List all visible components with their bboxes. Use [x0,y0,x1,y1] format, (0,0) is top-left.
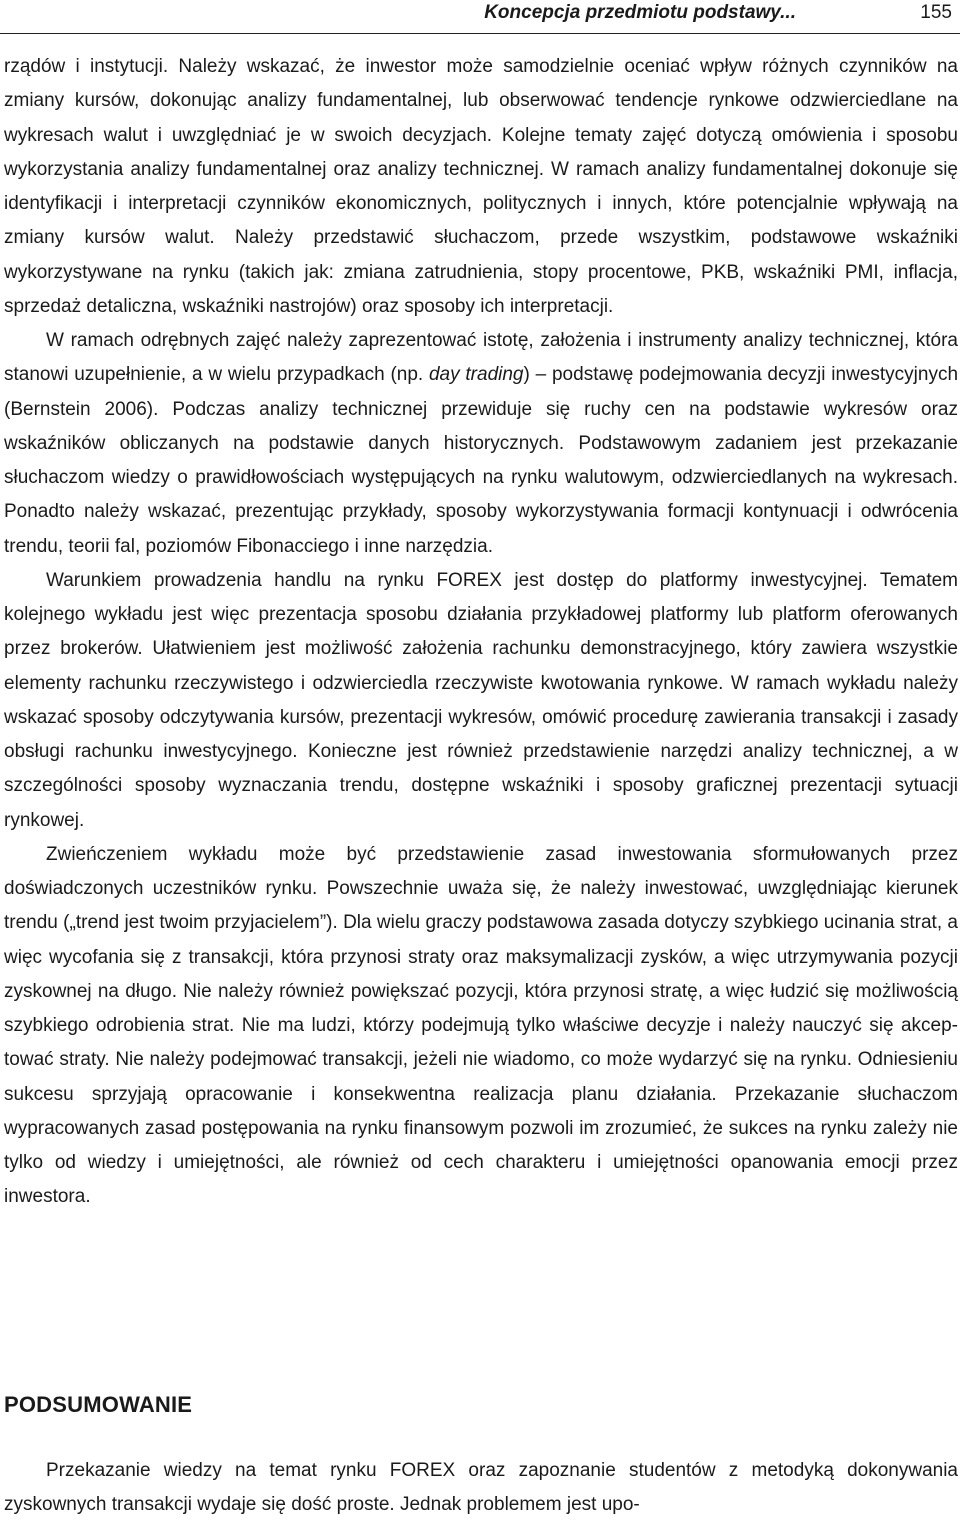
paragraph-2 [4,324,958,564]
body-text [4,50,958,1215]
paragraph-2-part-2: ) – podstawę podejmowania decyzji inwestycyjnych (Bernstein 2006). Podczas analizy technicznej przewiduje się ruchy cen na podstawie wykresów oraz wskaźników obliczanych na podstawie danych historycznych. Podstawowym zadaniem jest przekazanie słuchaczom wiedzy o prawidłowościach występujących na rynku walutowym, odzwierciedlanych na wykresach. Ponadto należy wskazać, prezentując przykłady, sposoby wykorzystywania formacji kontynuacji i odwrócenia trendu, teorii fal, poziomów Fibonacciego i inne narzędzia. [4,364,959,557]
section-heading: PODSUMOWANIE [4,1392,193,1417]
summary-text [4,1454,958,1523]
running-header [0,0,960,34]
header-title: Koncepcja przedmiotu podstawy... [484,2,796,23]
paragraph-1: rządów i instytucji. Należy wskazać, że inwestor może samodzielnie oceniać wpływ różnych czynników na zmiany kursów, dokonując analizy fundamentalnej, lub obserwować tendencje rynkowe odzwierciedlane na wykresach walut i uwzględniać je w swoich decyzjach. Kolejne tematy zajęć dotyczą omówienia i sposobu wykorzystania analizy fundamentalnej oraz analizy technicznej. W ramach analizy fundamentalnej dokonuje się identyfikacji i interpretacji czynników ekonomicznych, politycznych i innych, które potencjalnie wpływają na zmiany kursów walut. Należy przedstawić słuchaczom, przede wszystkim, podstawowe wskaźniki wykorzystywane na rynku (takich jak: zmiana zatrudnienia, stopy procentowe, PKB, wskaźniki PMI, inflacja, sprzedaż detaliczna, wskaźniki nastrojów) oraz sposoby ich interpretacji. [4,56,958,317]
paragraph-4: Zwieńczeniem wykładu może być przedstawienie zasad inwestowania sformułowanych przez doświadczonych uczestników rynku. Powszechnie uważa się, że należy inwestować, uwzględniając kierunek trendu („trend jest twoim przyjacielem”). Dla wielu graczy podstawowa zasada dotyczy szybkiego ucinania strat, a więc wycofania się z transakcji, która przynosi straty oraz maksymalizacji zysków, a więc utrzymywania pozycji zyskownej na długo. Nie należy również powiększać pozycji, która przynosi stratę, a więc łudzić się możliwością szybkiego odrobienia strat. Nie ma ludzi, którzy podejmują tylko właściwe decyzje i należy nauczyć się akceptować straty. Nie należy podejmować transakcji, jeżeli nie wiadomo, co może wydarzyć się na rynku. Odniesieniu sukcesu sprzyjają opracowanie i konsekwentna realizacja planu działania. Przekazanie słuchaczom wypracowanych zasad postępowania na rynku finansowym pozwoli im zrozumieć, że sukces na rynku zależy nie tylko od wiedzy i umiejętności, ale również od cech charakteru i umiejętności opanowania emocji przez inwestora. [4,843,958,1208]
paragraph-3: Warunkiem prowadzenia handlu na rynku FOREX jest dostęp do platformy inwestycyjnej. Tematem kolejnego wykładu jest więc prezentacja sposobu działania przykładowej platformy lub platform oferowanych przez brokerów. Ułatwieniem jest możliwość założenia rachunku demonstracyjnego, który zawiera wszystkie elementy rachunku rzeczywistego i odzwierciedla rzeczywiste kwotowania rynkowe. W ramach wykładu należy wskazać sposoby odczytywania kursów, prezentacji wykresów, omówić procedurę zawierania transakcji i zasady obsługi rachunku inwestycyjnego. Konieczne jest również przedstawienie narzędzi analizy technicznej, a w szczególności sposoby wyznaczania trendu, dostępne wskaźniki i sposoby graficznej prezentacji sytuacji rynkowej. [4,569,958,831]
summary-paragraph: Przekazanie wiedzy na temat rynku FOREX oraz zapoznanie studentów z metodyką dokonywania zyskownych transakcji wydaje się dość proste. Jednak problemem jest upo- [4,1460,958,1516]
day-trading-term: day trading [428,364,524,386]
paragraph-2-part-1: W ramach odrębnych zajęć należy zaprezentować istotę, założenia i instrumenty analizy technicznej, która stanowi uzupełnienie, a w wielu przypadkach (np. [4,330,958,386]
page-number: 155 [920,2,952,23]
